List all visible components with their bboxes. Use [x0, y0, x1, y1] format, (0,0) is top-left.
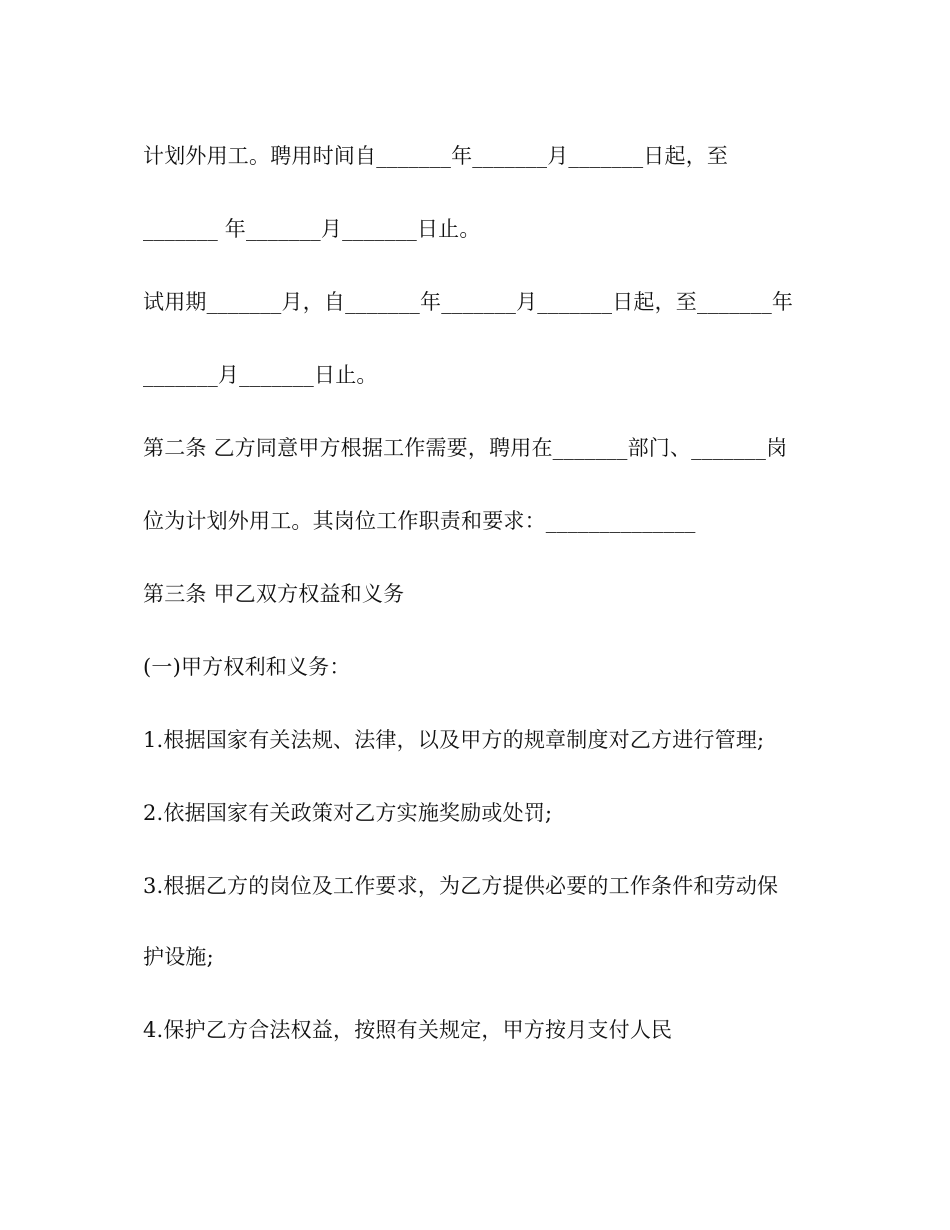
article-2-duties-line: 位为计划外用工。其岗位工作职责和要求：______________ — [143, 509, 696, 533]
article-3-heading: 第三条 甲乙双方权益和义务 — [143, 582, 405, 606]
employment-period-end-line: _______ 年_______月_______日止。 — [143, 217, 481, 241]
probation-period-end-line: _______月_______日止。 — [143, 363, 378, 387]
party-a-rights-heading: (一)甲方权利和义务： — [143, 655, 351, 679]
article-2-line: 第二条 乙方同意甲方根据工作需要，聘用在_______部门、_______岗 — [143, 436, 788, 460]
party-a-item-3-continued: 护设施; — [143, 945, 214, 969]
party-a-item-3: 3.根据乙方的岗位及工作要求，为乙方提供必要的工作条件和劳动保 — [143, 874, 779, 898]
probation-period-line: 试用期_______月，自_______年_______月_______日起，至_______年 — [143, 290, 794, 314]
party-a-item-2: 2.依据国家有关政策对乙方实施奖励或处罚; — [143, 801, 553, 825]
party-a-item-4: 4.保护乙方合法权益，按照有关规定，甲方按月支付人民 — [143, 1018, 673, 1042]
employment-period-line: 计划外用工。聘用时间自_______年_______月_______日起，至 — [143, 144, 729, 168]
party-a-item-1: 1.根据国家有关法规、法律，以及甲方的规章制度对乙方进行管理; — [143, 728, 765, 752]
